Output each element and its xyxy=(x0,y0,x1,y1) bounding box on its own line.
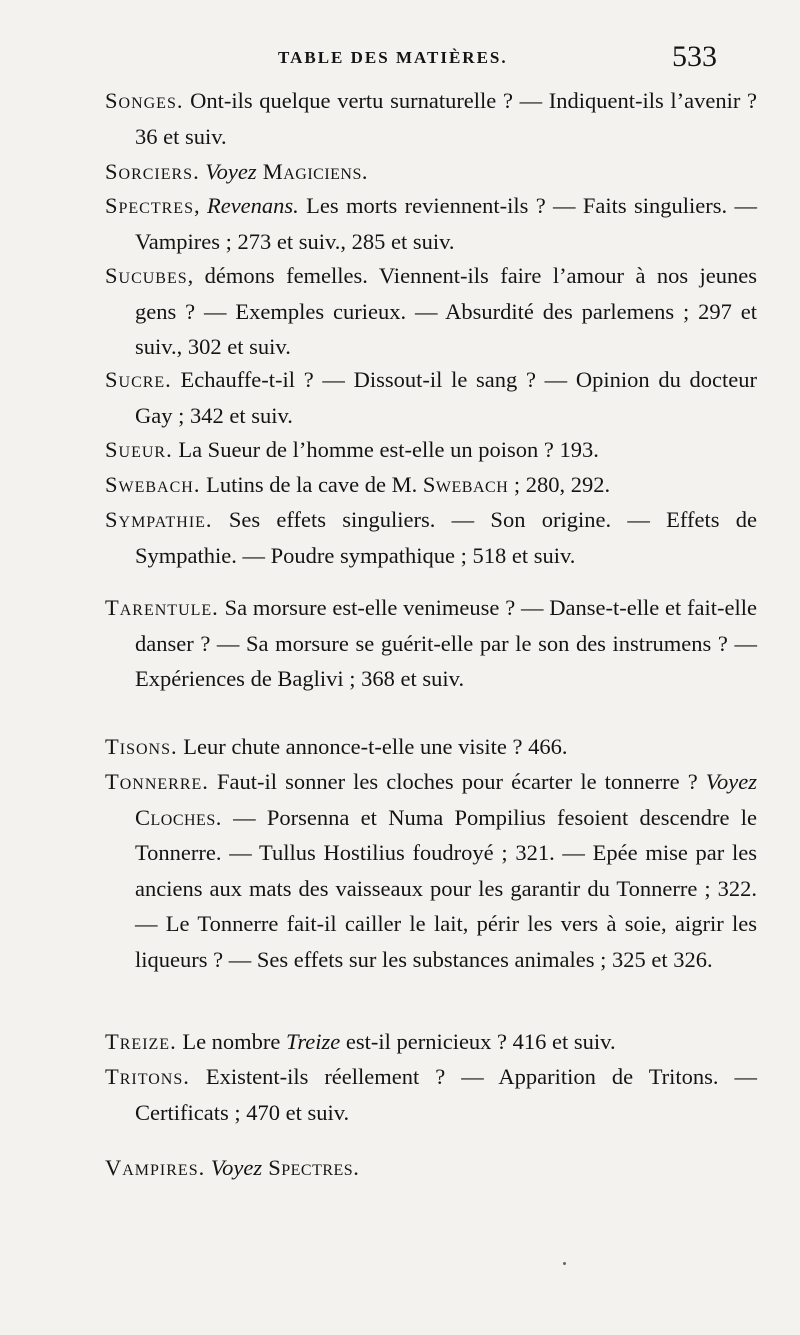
entry-sucre xyxy=(105,362,757,433)
entry-text: , démons femelles. Viennent-ils faire l’amour à nos jeunes gens ? — Exemples curieux. — Absurdité des parlemens ; 297 et suiv., 302 et suiv. xyxy=(135,263,757,359)
entry-head: Swebach. xyxy=(105,472,201,497)
cross-reference: Magiciens. xyxy=(256,159,368,184)
entry-text-end: ; 280, 292. xyxy=(508,472,611,497)
entry-text-continued: — Porsenna et Numa Pompilius fesoient descendre le Tonnerre. — Tullus Hostilius foudroyé ; 321. — Epée mise par les anciens aux mats des vaisseaux pour les garantir du Tonnerre ; 322. — Le Tonnerre fait-il cailler le lait, périr les vers à soie, aigrir les liqueurs ? — Ses effets sur les substances animales ; 325 et 326. xyxy=(135,804,757,972)
entry-head: Sorciers. xyxy=(105,159,200,184)
voyez-label: Voyez xyxy=(199,159,257,184)
entry-text: Leur chute annonce-t-elle une visite ? 466. xyxy=(177,734,568,759)
entry-head: Vampires. xyxy=(105,1155,206,1180)
entry-text: Le nombre xyxy=(176,1029,287,1054)
entry-head: Sympathie. xyxy=(105,507,213,532)
entry-text: Lutins de la cave de M. xyxy=(200,472,423,497)
entry-songes xyxy=(105,83,757,154)
entry-text: Les morts reviennent-ils ? — Faits singuliers. — Vampires ; 273 et suiv., 285 et suiv. xyxy=(135,193,757,254)
entry-vampires xyxy=(105,1150,757,1186)
entry-swebach xyxy=(105,467,757,503)
entry-sucubes xyxy=(105,258,757,365)
entry-head: Songes. xyxy=(105,88,184,113)
page-header xyxy=(0,42,800,82)
entry-sympathie xyxy=(105,502,757,573)
entry-head: Sueur. xyxy=(105,437,173,462)
entry-text: Echauffe-t-il ? — Dissout-il le sang ? — Opinion du docteur Gay ; 342 et suiv. xyxy=(135,367,757,428)
entry-text: Faut-il sonner les cloches pour écarter le tonnerre ? xyxy=(208,769,706,794)
alt-term: Revenans. xyxy=(206,193,299,218)
entry-sorciers xyxy=(105,154,757,190)
entry-head: Spectres xyxy=(105,193,194,218)
entry-spectres xyxy=(105,188,757,259)
entry-head: Treize. xyxy=(105,1029,177,1054)
entry-tarentule xyxy=(105,590,757,697)
cross-reference: Cloches. xyxy=(135,804,222,830)
entry-sueur xyxy=(105,432,757,468)
ink-speck xyxy=(563,1262,566,1265)
entry-text: La Sueur de l’homme est-elle un poison ? 193. xyxy=(172,437,599,462)
entry-tonnerre xyxy=(105,764,757,977)
italic-term: Treize xyxy=(286,1029,341,1054)
entry-head: Sucubes xyxy=(105,263,188,288)
entry-head: Tonnerre. xyxy=(105,769,209,794)
entry-tisons xyxy=(105,729,757,765)
entry-tritons xyxy=(105,1059,757,1130)
entry-head: Tisons. xyxy=(105,734,178,759)
entry-text-end: est-il pernicieux ? 416 et suiv. xyxy=(340,1029,616,1054)
entry-text: Sa morsure est-elle venimeuse ? — Danse-t-elle et fait-elle danser ? — Sa morsure se guérit-elle par le son des instrumens ? — Expériences de Baglivi ; 368 et suiv. xyxy=(135,595,757,691)
entry-head: Tritons. xyxy=(105,1064,190,1089)
proper-name: Swebach xyxy=(422,472,509,497)
entry-treize xyxy=(105,1024,757,1060)
voyez-label: Voyez xyxy=(705,769,757,794)
separator: , xyxy=(193,193,207,218)
entry-text: Existent-ils réellement ? — Apparition de Tritons. — Certificats ; 470 et suiv. xyxy=(135,1064,757,1125)
entry-text: Ses effets singuliers. — Son origine. — Effets de Sympathie. — Poudre sympathique ; 518 et suiv. xyxy=(135,507,757,568)
cross-reference: Spectres. xyxy=(262,1155,360,1180)
voyez-label: Voyez xyxy=(205,1155,263,1180)
entry-head: Tarentule. xyxy=(105,595,219,620)
page-number: 533 xyxy=(672,40,717,73)
entry-text: Ont-ils quelque vertu surnaturelle ? — Indiquent-ils l’avenir ? 36 et suiv. xyxy=(135,88,757,149)
entry-head: Sucre. xyxy=(105,367,172,392)
running-title: TABLE DES MATIÈRES. xyxy=(278,48,508,67)
